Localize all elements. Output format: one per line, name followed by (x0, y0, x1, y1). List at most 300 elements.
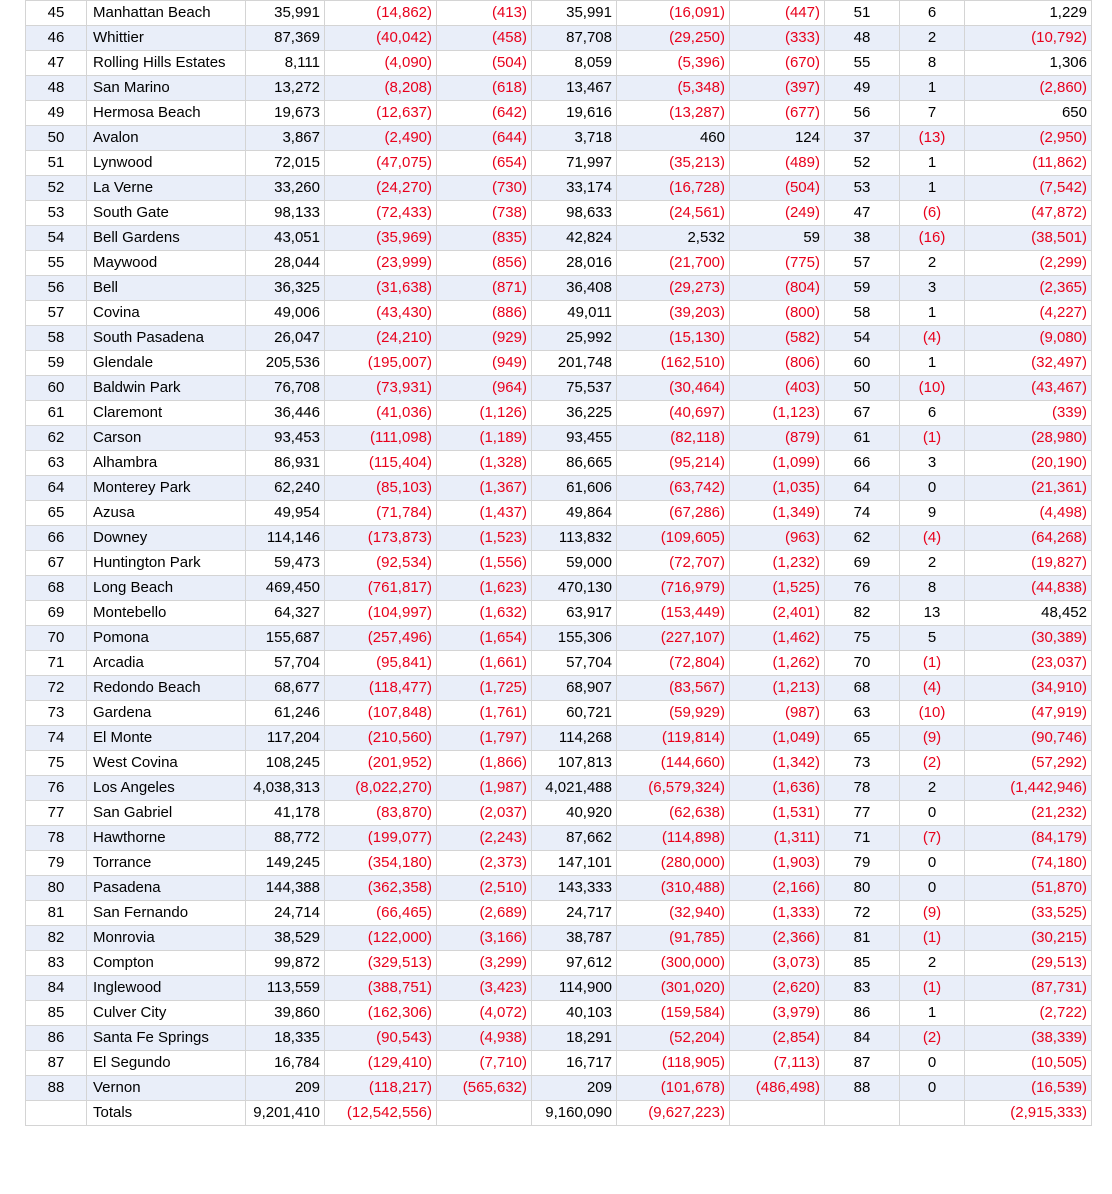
population-prior-cell: 57,704 (532, 651, 617, 676)
table-row (26, 326, 1092, 351)
table-row (26, 901, 1092, 926)
net-amount-cell: (388,751) (325, 976, 437, 1001)
population-cell: 149,245 (246, 851, 325, 876)
per-capita-cell: (856) (437, 251, 532, 276)
population-prior-cell: 18,291 (532, 1026, 617, 1051)
prior-rank-cell: 61 (825, 426, 900, 451)
per-capita-prior-cell: (1,531) (730, 801, 825, 826)
net-amount-cell: (118,477) (325, 676, 437, 701)
difference-cell: (47,919) (965, 701, 1092, 726)
population-cell: 68,677 (246, 676, 325, 701)
per-capita-prior-cell: (804) (730, 276, 825, 301)
rank-change-cell: 8 (900, 51, 965, 76)
population-cell: 108,245 (246, 751, 325, 776)
population-prior-cell: 42,824 (532, 226, 617, 251)
difference-cell: (2,950) (965, 126, 1092, 151)
per-capita-cell: (1,761) (437, 701, 532, 726)
net-amount-cell: (92,534) (325, 551, 437, 576)
population-cell: 62,240 (246, 476, 325, 501)
difference-cell: (51,870) (965, 876, 1092, 901)
city-cell: Maywood (87, 251, 246, 276)
population-prior-cell: 13,467 (532, 76, 617, 101)
city-cell: Azusa (87, 501, 246, 526)
population-prior-cell: 75,537 (532, 376, 617, 401)
per-capita-prior-cell: (1,311) (730, 826, 825, 851)
population-cell: 88,772 (246, 826, 325, 851)
table-row (26, 351, 1092, 376)
difference-cell: (29,513) (965, 951, 1092, 976)
per-capita-prior-cell: (677) (730, 101, 825, 126)
population-cell: 64,327 (246, 601, 325, 626)
net-amount-cell: (4,090) (325, 51, 437, 76)
population-prior-cell: 68,907 (532, 676, 617, 701)
prior-rank-cell: 52 (825, 151, 900, 176)
rank-cell: 56 (26, 276, 87, 301)
table-row (26, 626, 1092, 651)
difference-cell: (9,080) (965, 326, 1092, 351)
population-cell: 117,204 (246, 726, 325, 751)
per-capita-cell: (1,725) (437, 676, 532, 701)
net-amount-prior-cell: (24,561) (617, 201, 730, 226)
per-capita-prior-cell: (1,636) (730, 776, 825, 801)
per-capita-cell: (618) (437, 76, 532, 101)
per-capita-prior-cell: (1,123) (730, 401, 825, 426)
rank-cell: 87 (26, 1051, 87, 1076)
prior-rank-cell: 88 (825, 1076, 900, 1101)
difference-cell: (33,525) (965, 901, 1092, 926)
net-amount-cell: (83,870) (325, 801, 437, 826)
population-cell: 209 (246, 1076, 325, 1101)
per-capita-prior-cell: (1,213) (730, 676, 825, 701)
population-cell: 144,388 (246, 876, 325, 901)
population-cell: 114,146 (246, 526, 325, 551)
population-prior-cell: 147,101 (532, 851, 617, 876)
net-amount-prior-cell: (162,510) (617, 351, 730, 376)
difference-cell: (30,215) (965, 926, 1092, 951)
rank-change-cell: 0 (900, 476, 965, 501)
per-capita-cell: (1,328) (437, 451, 532, 476)
city-cell: Hermosa Beach (87, 101, 246, 126)
population-cell: 8,111 (246, 51, 325, 76)
city-cell: Los Angeles (87, 776, 246, 801)
net-amount-cell: (162,306) (325, 1001, 437, 1026)
city-cell: Montebello (87, 601, 246, 626)
table-row (26, 551, 1092, 576)
per-capita-cell: (3,166) (437, 926, 532, 951)
population-cell: 155,687 (246, 626, 325, 651)
net-amount-cell: (41,036) (325, 401, 437, 426)
net-amount-cell: (115,404) (325, 451, 437, 476)
net-amount-cell: (31,638) (325, 276, 437, 301)
city-cell: Huntington Park (87, 551, 246, 576)
difference-cell: (38,501) (965, 226, 1092, 251)
table-row (26, 751, 1092, 776)
population-prior-cell: 38,787 (532, 926, 617, 951)
per-capita-cell: (4,938) (437, 1026, 532, 1051)
table-row (26, 1051, 1092, 1076)
population-cell: 3,867 (246, 126, 325, 151)
table-row (26, 451, 1092, 476)
per-capita-cell: (2,689) (437, 901, 532, 926)
difference-cell: 650 (965, 101, 1092, 126)
city-cell: Covina (87, 301, 246, 326)
population-cell: 72,015 (246, 151, 325, 176)
city-cell: Bell (87, 276, 246, 301)
rank-change-cell: 7 (900, 101, 965, 126)
difference-cell: (64,268) (965, 526, 1092, 551)
net-amount-cell: (8,208) (325, 76, 437, 101)
rank-cell: 74 (26, 726, 87, 751)
per-capita-cell: (3,299) (437, 951, 532, 976)
city-cell: South Gate (87, 201, 246, 226)
population-cell: 9,201,410 (246, 1101, 325, 1126)
per-capita-cell: (2,510) (437, 876, 532, 901)
prior-rank-cell: 38 (825, 226, 900, 251)
per-capita-cell: (2,037) (437, 801, 532, 826)
per-capita-cell: (642) (437, 101, 532, 126)
per-capita-cell: (1,632) (437, 601, 532, 626)
population-prior-cell: 87,662 (532, 826, 617, 851)
rank-cell: 61 (26, 401, 87, 426)
prior-rank-cell: 54 (825, 326, 900, 351)
table-row (26, 676, 1092, 701)
population-prior-cell: 19,616 (532, 101, 617, 126)
prior-rank-cell: 56 (825, 101, 900, 126)
per-capita-cell: (730) (437, 176, 532, 201)
rank-cell: 67 (26, 551, 87, 576)
per-capita-cell: (1,987) (437, 776, 532, 801)
net-amount-cell: (362,358) (325, 876, 437, 901)
per-capita-cell: (1,126) (437, 401, 532, 426)
prior-rank-cell: 48 (825, 26, 900, 51)
population-prior-cell: 4,021,488 (532, 776, 617, 801)
per-capita-prior-cell: (879) (730, 426, 825, 451)
population-prior-cell: 3,718 (532, 126, 617, 151)
rank-change-cell: 2 (900, 776, 965, 801)
city-cell: Carson (87, 426, 246, 451)
rank-cell: 72 (26, 676, 87, 701)
population-prior-cell: 143,333 (532, 876, 617, 901)
population-cell: 33,260 (246, 176, 325, 201)
net-amount-cell: (118,217) (325, 1076, 437, 1101)
net-amount-prior-cell: (280,000) (617, 851, 730, 876)
population-prior-cell: 60,721 (532, 701, 617, 726)
population-prior-cell: 97,612 (532, 951, 617, 976)
difference-cell: (11,862) (965, 151, 1092, 176)
population-cell: 41,178 (246, 801, 325, 826)
per-capita-prior-cell: (447) (730, 1, 825, 26)
prior-rank-cell: 74 (825, 501, 900, 526)
rank-cell: 65 (26, 501, 87, 526)
per-capita-cell: (1,367) (437, 476, 532, 501)
rank-change-cell: 1 (900, 301, 965, 326)
difference-cell: (20,190) (965, 451, 1092, 476)
net-amount-cell: (66,465) (325, 901, 437, 926)
city-cell: Inglewood (87, 976, 246, 1001)
per-capita-prior-cell: (963) (730, 526, 825, 551)
rank-cell: 82 (26, 926, 87, 951)
population-cell: 4,038,313 (246, 776, 325, 801)
city-cell: Gardena (87, 701, 246, 726)
net-amount-prior-cell: (95,214) (617, 451, 730, 476)
prior-rank-cell: 67 (825, 401, 900, 426)
net-amount-prior-cell: (63,742) (617, 476, 730, 501)
population-cell: 76,708 (246, 376, 325, 401)
population-prior-cell: 470,130 (532, 576, 617, 601)
prior-rank-cell: 63 (825, 701, 900, 726)
table-row (26, 776, 1092, 801)
prior-rank-cell: 70 (825, 651, 900, 676)
population-cell: 16,784 (246, 1051, 325, 1076)
population-cell: 86,931 (246, 451, 325, 476)
rank-change-cell: 6 (900, 1, 965, 26)
rank-change-cell: 13 (900, 601, 965, 626)
table-row (26, 726, 1092, 751)
population-prior-cell: 63,917 (532, 601, 617, 626)
per-capita-prior-cell: (2,854) (730, 1026, 825, 1051)
difference-cell: (34,910) (965, 676, 1092, 701)
net-amount-cell: (71,784) (325, 501, 437, 526)
net-amount-cell: (173,873) (325, 526, 437, 551)
population-prior-cell: 28,016 (532, 251, 617, 276)
prior-rank-cell: 58 (825, 301, 900, 326)
table-row (26, 526, 1092, 551)
net-amount-cell: (40,042) (325, 26, 437, 51)
rank-cell: 62 (26, 426, 87, 451)
net-amount-cell: (2,490) (325, 126, 437, 151)
table-row (26, 426, 1092, 451)
population-cell: 469,450 (246, 576, 325, 601)
net-amount-cell: (24,210) (325, 326, 437, 351)
per-capita-cell: (886) (437, 301, 532, 326)
city-cell: San Marino (87, 76, 246, 101)
population-cell: 99,872 (246, 951, 325, 976)
rank-cell: 57 (26, 301, 87, 326)
per-capita-prior-cell (730, 1101, 825, 1126)
table-row (26, 851, 1092, 876)
difference-cell: (2,365) (965, 276, 1092, 301)
rank-change-cell: 2 (900, 951, 965, 976)
per-capita-cell: (964) (437, 376, 532, 401)
population-cell: 43,051 (246, 226, 325, 251)
rank-cell: 73 (26, 701, 87, 726)
prior-rank-cell: 62 (825, 526, 900, 551)
net-amount-prior-cell: (29,250) (617, 26, 730, 51)
rank-cell: 66 (26, 526, 87, 551)
net-amount-prior-cell: (30,464) (617, 376, 730, 401)
population-prior-cell: 35,991 (532, 1, 617, 26)
per-capita-prior-cell: (403) (730, 376, 825, 401)
net-amount-prior-cell: 460 (617, 126, 730, 151)
per-capita-prior-cell: (489) (730, 151, 825, 176)
prior-rank-cell (825, 1101, 900, 1126)
city-cell: San Fernando (87, 901, 246, 926)
net-amount-prior-cell: (119,814) (617, 726, 730, 751)
rank-cell: 52 (26, 176, 87, 201)
rank-cell: 69 (26, 601, 87, 626)
rank-change-cell: 1 (900, 151, 965, 176)
per-capita-prior-cell: (1,232) (730, 551, 825, 576)
rank-change-cell: (4) (900, 676, 965, 701)
per-capita-prior-cell: (1,099) (730, 451, 825, 476)
net-amount-prior-cell: (159,584) (617, 1001, 730, 1026)
table-row (26, 501, 1092, 526)
net-amount-cell: (195,007) (325, 351, 437, 376)
prior-rank-cell: 71 (825, 826, 900, 851)
rank-change-cell: 1 (900, 76, 965, 101)
rank-cell: 63 (26, 451, 87, 476)
rank-cell: 86 (26, 1026, 87, 1051)
table-row (26, 251, 1092, 276)
per-capita-cell: (1,797) (437, 726, 532, 751)
table-row (26, 26, 1092, 51)
net-amount-cell: (257,496) (325, 626, 437, 651)
population-cell: 87,369 (246, 26, 325, 51)
prior-rank-cell: 69 (825, 551, 900, 576)
difference-cell: (44,838) (965, 576, 1092, 601)
net-amount-cell: (73,931) (325, 376, 437, 401)
per-capita-prior-cell: (1,525) (730, 576, 825, 601)
rank-cell: 77 (26, 801, 87, 826)
city-cell: Avalon (87, 126, 246, 151)
city-ranking-table (25, 0, 1092, 1126)
population-cell: 205,536 (246, 351, 325, 376)
city-cell: West Covina (87, 751, 246, 776)
difference-cell: 1,229 (965, 1, 1092, 26)
net-amount-prior-cell: (300,000) (617, 951, 730, 976)
net-amount-prior-cell: (227,107) (617, 626, 730, 651)
per-capita-prior-cell: (504) (730, 176, 825, 201)
prior-rank-cell: 83 (825, 976, 900, 1001)
rank-cell: 64 (26, 476, 87, 501)
difference-cell: (23,037) (965, 651, 1092, 676)
net-amount-prior-cell: (13,287) (617, 101, 730, 126)
per-capita-prior-cell: (1,903) (730, 851, 825, 876)
rank-change-cell: (1) (900, 426, 965, 451)
city-cell: San Gabriel (87, 801, 246, 826)
population-cell: 13,272 (246, 76, 325, 101)
table-row (26, 226, 1092, 251)
city-cell: Glendale (87, 351, 246, 376)
net-amount-cell: (14,862) (325, 1, 437, 26)
city-cell: Arcadia (87, 651, 246, 676)
rank-cell: 85 (26, 1001, 87, 1026)
city-cell: Whittier (87, 26, 246, 51)
rank-change-cell: (16) (900, 226, 965, 251)
difference-cell: (4,227) (965, 301, 1092, 326)
rank-change-cell: 5 (900, 626, 965, 651)
rank-change-cell: 1 (900, 351, 965, 376)
net-amount-cell: (12,637) (325, 101, 437, 126)
net-amount-cell: (199,077) (325, 826, 437, 851)
per-capita-prior-cell: (249) (730, 201, 825, 226)
table-row (26, 276, 1092, 301)
net-amount-prior-cell: (62,638) (617, 801, 730, 826)
prior-rank-cell: 55 (825, 51, 900, 76)
per-capita-prior-cell: (333) (730, 26, 825, 51)
net-amount-prior-cell: (32,940) (617, 901, 730, 926)
table-row (26, 151, 1092, 176)
population-prior-cell: 61,606 (532, 476, 617, 501)
net-amount-cell: (47,075) (325, 151, 437, 176)
table-row (26, 101, 1092, 126)
net-amount-cell: (104,997) (325, 601, 437, 626)
per-capita-cell: (644) (437, 126, 532, 151)
rank-cell: 58 (26, 326, 87, 351)
city-cell: South Pasadena (87, 326, 246, 351)
prior-rank-cell: 80 (825, 876, 900, 901)
rank-change-cell: 0 (900, 801, 965, 826)
prior-rank-cell: 59 (825, 276, 900, 301)
net-amount-cell: (354,180) (325, 851, 437, 876)
rank-change-cell: 0 (900, 1076, 965, 1101)
city-cell: Bell Gardens (87, 226, 246, 251)
difference-cell: (84,179) (965, 826, 1092, 851)
city-cell: Claremont (87, 401, 246, 426)
prior-rank-cell: 47 (825, 201, 900, 226)
table-row (26, 801, 1092, 826)
city-cell: Alhambra (87, 451, 246, 476)
population-prior-cell: 114,900 (532, 976, 617, 1001)
rank-cell: 70 (26, 626, 87, 651)
table-row (26, 651, 1092, 676)
rank-cell: 71 (26, 651, 87, 676)
difference-cell: (32,497) (965, 351, 1092, 376)
city-cell: Rolling Hills Estates (87, 51, 246, 76)
city-cell: Baldwin Park (87, 376, 246, 401)
population-cell: 19,673 (246, 101, 325, 126)
rank-cell: 75 (26, 751, 87, 776)
net-amount-prior-cell: (40,697) (617, 401, 730, 426)
prior-rank-cell: 75 (825, 626, 900, 651)
difference-cell: (57,292) (965, 751, 1092, 776)
table-row (26, 1076, 1092, 1101)
rank-change-cell: 3 (900, 451, 965, 476)
prior-rank-cell: 79 (825, 851, 900, 876)
net-amount-prior-cell: (6,579,324) (617, 776, 730, 801)
difference-cell: 1,306 (965, 51, 1092, 76)
rank-cell: 45 (26, 1, 87, 26)
population-cell: 36,325 (246, 276, 325, 301)
per-capita-prior-cell: (2,620) (730, 976, 825, 1001)
population-cell: 38,529 (246, 926, 325, 951)
per-capita-cell: (1,189) (437, 426, 532, 451)
per-capita-cell: (413) (437, 1, 532, 26)
table-row (26, 401, 1092, 426)
net-amount-prior-cell: (83,567) (617, 676, 730, 701)
population-cell: 36,446 (246, 401, 325, 426)
rank-cell: 59 (26, 351, 87, 376)
prior-rank-cell: 68 (825, 676, 900, 701)
table-row (26, 826, 1092, 851)
rank-change-cell: (1) (900, 651, 965, 676)
per-capita-prior-cell: (1,049) (730, 726, 825, 751)
rank-change-cell: 0 (900, 876, 965, 901)
rank-change-cell: (1) (900, 976, 965, 1001)
prior-rank-cell: 49 (825, 76, 900, 101)
difference-cell: (7,542) (965, 176, 1092, 201)
per-capita-cell: (738) (437, 201, 532, 226)
table-row (26, 201, 1092, 226)
rank-cell: 48 (26, 76, 87, 101)
net-amount-prior-cell: 2,532 (617, 226, 730, 251)
per-capita-cell: (1,523) (437, 526, 532, 551)
city-cell: Pasadena (87, 876, 246, 901)
per-capita-prior-cell: (1,349) (730, 501, 825, 526)
difference-cell: (2,299) (965, 251, 1092, 276)
rank-change-cell: (10) (900, 376, 965, 401)
per-capita-prior-cell: (582) (730, 326, 825, 351)
